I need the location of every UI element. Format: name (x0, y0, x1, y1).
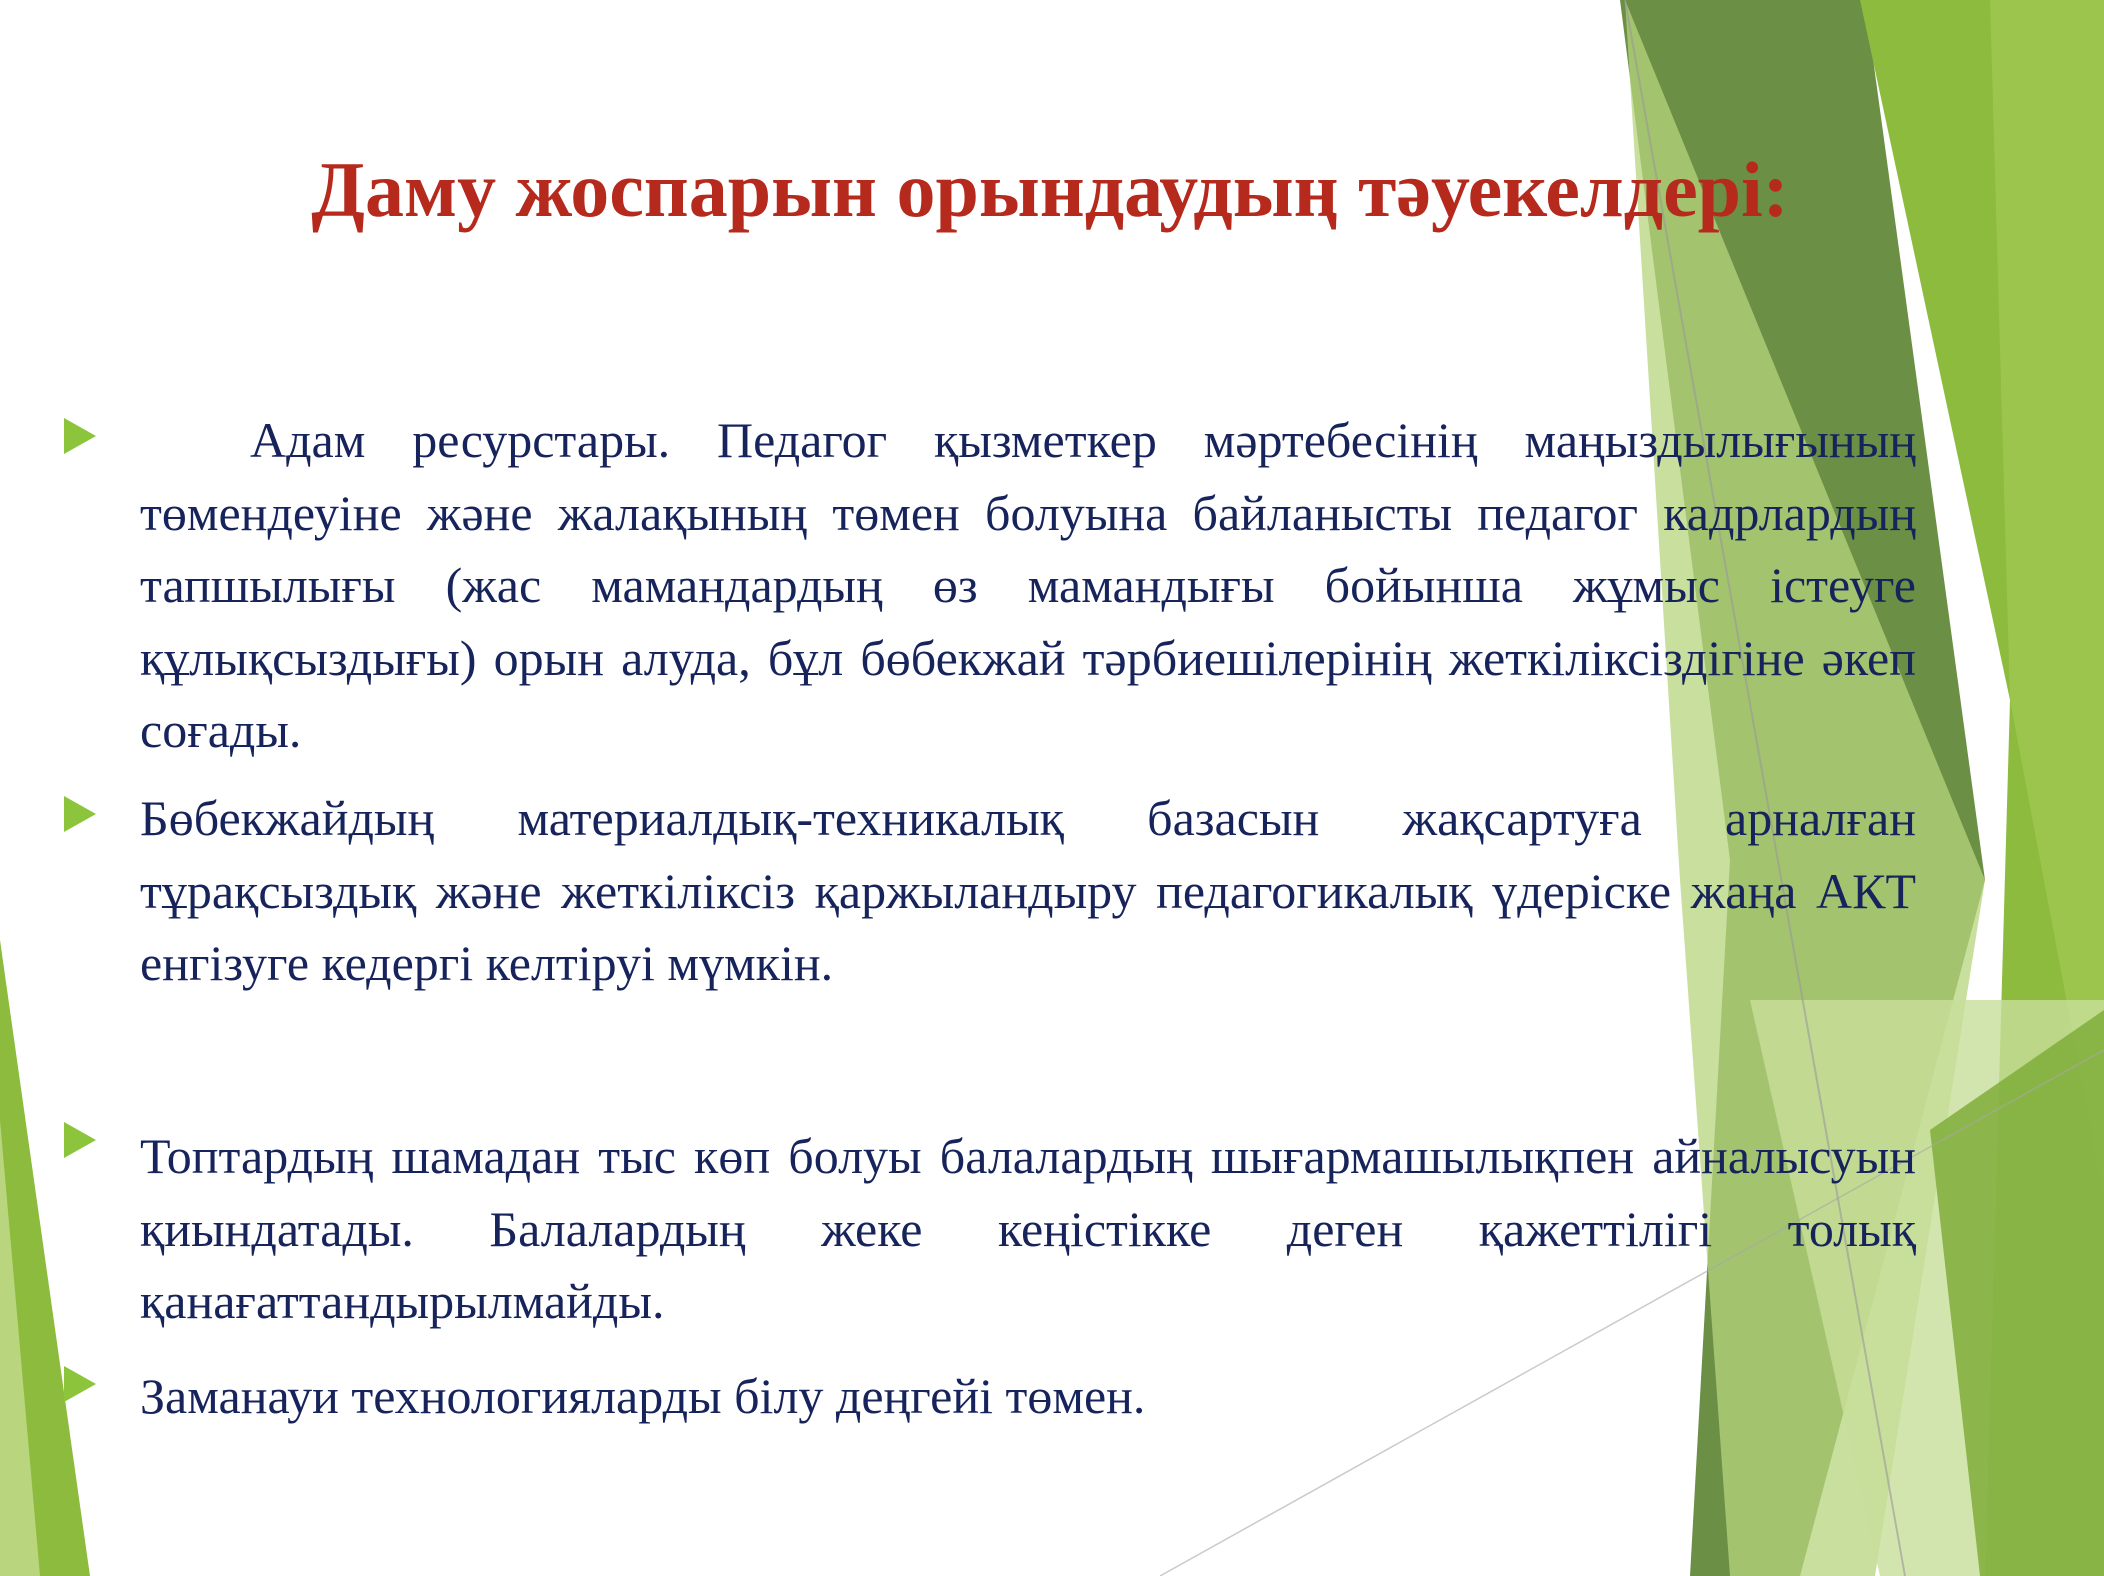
bullet-text: Топтардың шамадан тыс көп болуы балалардың шығармашылықпен айналысуын қиындатады. Балалардың жеке кеңістікке деген қажеттілігі толық қанағаттандырылмайды. (140, 1128, 1916, 1329)
triangle-bullet-icon (64, 418, 96, 454)
bullet-text: Адам ресурстары. Педагог қызметкер мәртебесінің маңыздылығының төмендеуіне және жалақының төмен болуына байланысты педагог кадрлардың тапшылығы (жас мамандардың өз мамандығы бойынша жұмыс істеуге құлықсыздығы) орын алуда, бұл бөбекжай тәрбиешілерінің жеткіліксіздігіне әкеп соғады. (140, 412, 1916, 758)
triangle-bullet-icon (64, 796, 96, 832)
slide-title: Даму жоспарын орындаудың тәуекелдері: (311, 146, 1789, 233)
bullet-text: Бөбекжайдың материалдық-техникалық базасын жақсартуға арналған тұрақсыздық және жеткіліксіз қаржыландыру педагогикалық үдеріске жаңа АКТ енгізуге кедергі келтіруі мүмкін. (140, 790, 1916, 991)
triangle-bullet-icon (64, 1366, 96, 1402)
triangle-bullet-icon (64, 1122, 96, 1158)
bullet-text: Заманауи технологияларды білу деңгейі төмен. (140, 1368, 1146, 1424)
